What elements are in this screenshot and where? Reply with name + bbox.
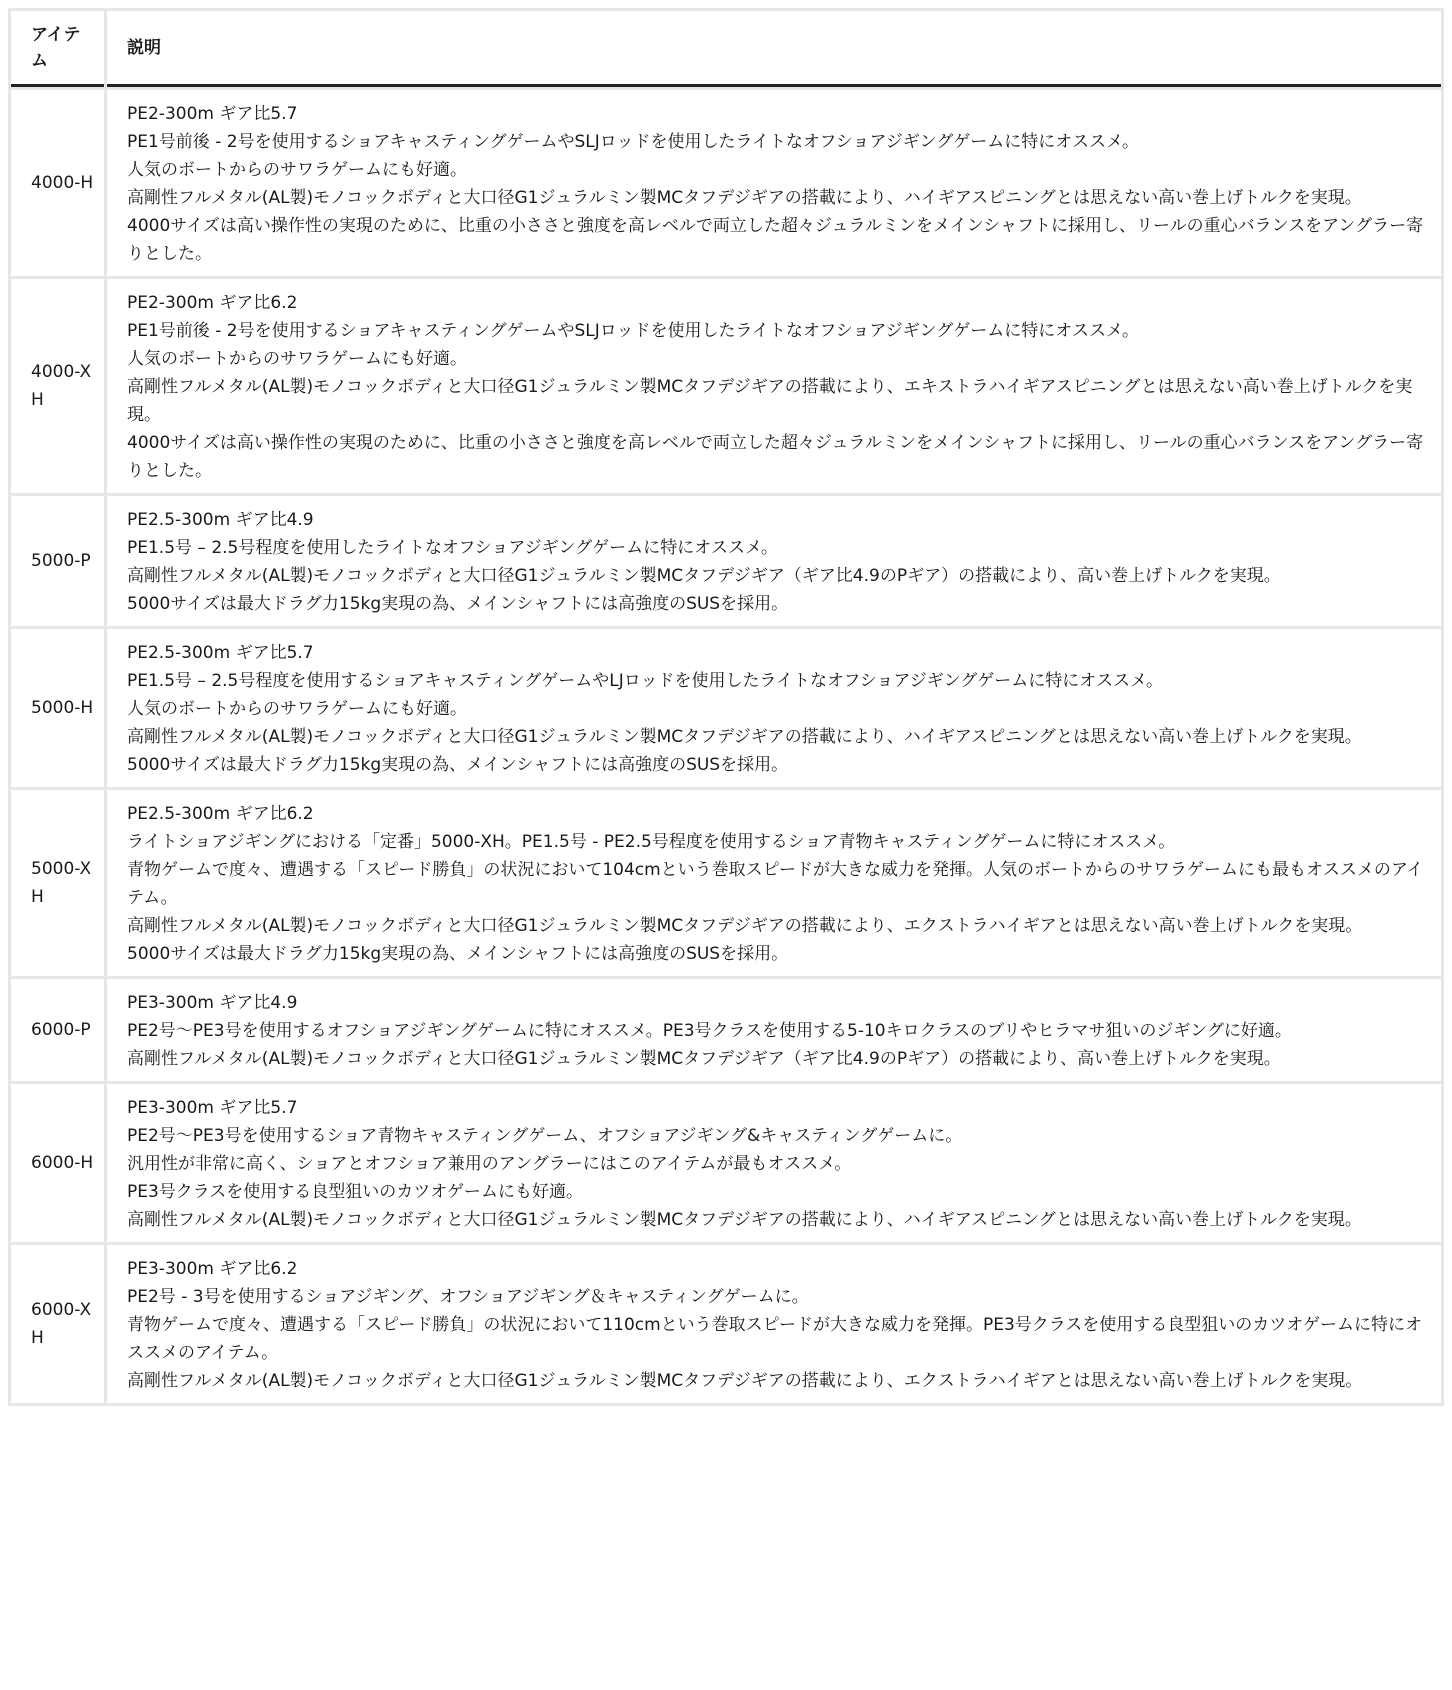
description-cell	[107, 790, 1441, 976]
description-line: PE1.5号 – 2.5号程度を使用したライトなオフショアジギングゲームに特にオススメ。	[127, 538, 778, 558]
description-line: 青物ゲームで度々、遭遇する「スピード勝負」の状況において104cmという巻取スピードが大きな威力を発揮。人気のボートからのサワラゲームにも最もオススメのアイテム。	[127, 860, 1424, 908]
description-line: PE1.5号 – 2.5号程度を使用するショアキャスティングゲームやLJロッドを使用したライトなオフショアジギングゲームに特にオススメ。	[127, 671, 1164, 691]
description-cell	[107, 629, 1441, 787]
description-line: 5000サイズは最大ドラグ力15kg実現の為、メインシャフトには高強度のSUSを採用。	[127, 755, 789, 775]
description-line: 高剛性フルメタル(AL製)モノコックボディと大口径G1ジュラルミン製MCタフデジギア（ギア比4.9のPギア）の搭載により、高い巻上げトルクを実現。	[127, 1049, 1281, 1069]
description-line: 4000サイズは高い操作性の実現のために、比重の小ささと強度を高レベルで両立した超々ジュラルミンをメインシャフトに採用し、リールの重心バランスをアングラー寄りとした。	[127, 433, 1424, 481]
header-row	[11, 11, 1441, 87]
description-line: PE1号前後 - 2号を使用するショアキャスティングゲームやSLJロッドを使用したライトなオフショアジギングゲームに特にオススメ。	[127, 132, 1140, 152]
header-description: 説明	[107, 11, 1441, 87]
description-line: PE2号 - 3号を使用するショアジギング、オフショアジギング＆キャスティングゲームに。	[127, 1287, 809, 1307]
table-body	[11, 90, 1441, 1403]
description-cell	[107, 979, 1441, 1081]
description-line: PE3-300m ギア比5.7	[127, 1098, 298, 1118]
description-line: 高剛性フルメタル(AL製)モノコックボディと大口径G1ジュラルミン製MCタフデジギア（ギア比4.9のPギア）の搭載により、高い巻上げトルクを実現。	[127, 566, 1281, 586]
description-line: 5000サイズは最大ドラグ力15kg実現の為、メインシャフトには高強度のSUSを採用。	[127, 594, 789, 614]
description-line: PE2.5-300m ギア比4.9	[127, 510, 314, 530]
description-line: PE3-300m ギア比6.2	[127, 1259, 298, 1279]
description-line: PE2-300m ギア比5.7	[127, 104, 298, 124]
description-cell	[107, 279, 1441, 493]
description-line: 人気のボートからのサワラゲームにも好適。	[127, 160, 467, 180]
description-line: 人気のボートからのサワラゲームにも好適。	[127, 349, 467, 369]
description-line: 5000サイズは最大ドラグ力15kg実現の為、メインシャフトには高強度のSUSを採用。	[127, 944, 789, 964]
description-line: 人気のボートからのサワラゲームにも好適。	[127, 699, 467, 719]
description-line: PE3号クラスを使用する良型狙いのカツオゲームにも好適。	[127, 1182, 583, 1202]
description-line: 汎用性が非常に高く、ショアとオフショア兼用のアングラーにはこのアイテムが最もオススメ。	[127, 1154, 852, 1174]
table-row	[11, 790, 1441, 976]
item-cell: 5000-P	[11, 496, 104, 626]
table-row	[11, 979, 1441, 1081]
description-cell	[107, 90, 1441, 276]
description-line: ライトショアジギングにおける「定番」5000-XH。PE1.5号 - PE2.5号程度を使用するショア青物キャスティングゲームに特にオススメ。	[127, 832, 1176, 852]
table-row	[11, 629, 1441, 787]
description-line: 4000サイズは高い操作性の実現のために、比重の小ささと強度を高レベルで両立した超々ジュラルミンをメインシャフトに採用し、リールの重心バランスをアングラー寄りとした。	[127, 216, 1424, 264]
item-cell: 6000-H	[11, 1084, 104, 1242]
description-line: PE2号～PE3号を使用するショア青物キャスティングゲーム、オフショアジギング&キャスティングゲームに。	[127, 1126, 963, 1146]
item-cell: 4000-H	[11, 90, 104, 276]
description-cell	[107, 1084, 1441, 1242]
table-header	[11, 11, 1441, 87]
description-line: PE1号前後 - 2号を使用するショアキャスティングゲームやSLJロッドを使用したライトなオフショアジギングゲームに特にオススメ。	[127, 321, 1140, 341]
description-line: 高剛性フルメタル(AL製)モノコックボディと大口径G1ジュラルミン製MCタフデジギアの搭載により、エクストラハイギアとは思えない高い巻上げトルクを実現。	[127, 916, 1363, 936]
description-line: 高剛性フルメタル(AL製)モノコックボディと大口径G1ジュラルミン製MCタフデジギアの搭載により、ハイギアスピニングとは思えない高い巻上げトルクを実現。	[127, 188, 1362, 208]
description-line: 高剛性フルメタル(AL製)モノコックボディと大口径G1ジュラルミン製MCタフデジギアの搭載により、エキストラハイギアスピニングとは思えない高い巻上げトルクを実現。	[127, 377, 1413, 425]
table-row	[11, 496, 1441, 626]
description-cell	[107, 1245, 1441, 1403]
description-line: 高剛性フルメタル(AL製)モノコックボディと大口径G1ジュラルミン製MCタフデジギアの搭載により、ハイギアスピニングとは思えない高い巻上げトルクを実現。	[127, 727, 1362, 747]
description-line: 高剛性フルメタル(AL製)モノコックボディと大口径G1ジュラルミン製MCタフデジギアの搭載により、ハイギアスピニングとは思えない高い巻上げトルクを実現。	[127, 1210, 1362, 1230]
item-cell: 5000-XH	[11, 790, 104, 976]
description-line: PE2-300m ギア比6.2	[127, 293, 298, 313]
description-line: PE2号～PE3号を使用するオフショアジギングゲームに特にオススメ。PE3号クラスを使用する5-10キロクラスのブリやヒラマサ狙いのジギングに好適。	[127, 1021, 1292, 1041]
table-row	[11, 90, 1441, 276]
description-line: 青物ゲームで度々、遭遇する「スピード勝負」の状況において110cmという巻取スピードが大きな威力を発揮。PE3号クラスを使用する良型狙いのカツオゲームに特にオススメのアイテム。	[127, 1315, 1422, 1363]
description-line: PE2.5-300m ギア比6.2	[127, 804, 314, 824]
item-cell: 4000-XH	[11, 279, 104, 493]
item-cell: 5000-H	[11, 629, 104, 787]
description-line: PE3-300m ギア比4.9	[127, 993, 298, 1013]
item-cell: 6000-XH	[11, 1245, 104, 1403]
item-cell: 6000-P	[11, 979, 104, 1081]
table-row	[11, 279, 1441, 493]
spec-table	[8, 8, 1444, 1406]
description-cell	[107, 496, 1441, 626]
table-row	[11, 1084, 1441, 1242]
spec-table-container	[8, 8, 1444, 1406]
table-row	[11, 1245, 1441, 1403]
header-item: アイテム	[11, 11, 104, 87]
description-line: 高剛性フルメタル(AL製)モノコックボディと大口径G1ジュラルミン製MCタフデジギアの搭載により、エクストラハイギアとは思えない高い巻上げトルクを実現。	[127, 1371, 1363, 1391]
description-line: PE2.5-300m ギア比5.7	[127, 643, 314, 663]
